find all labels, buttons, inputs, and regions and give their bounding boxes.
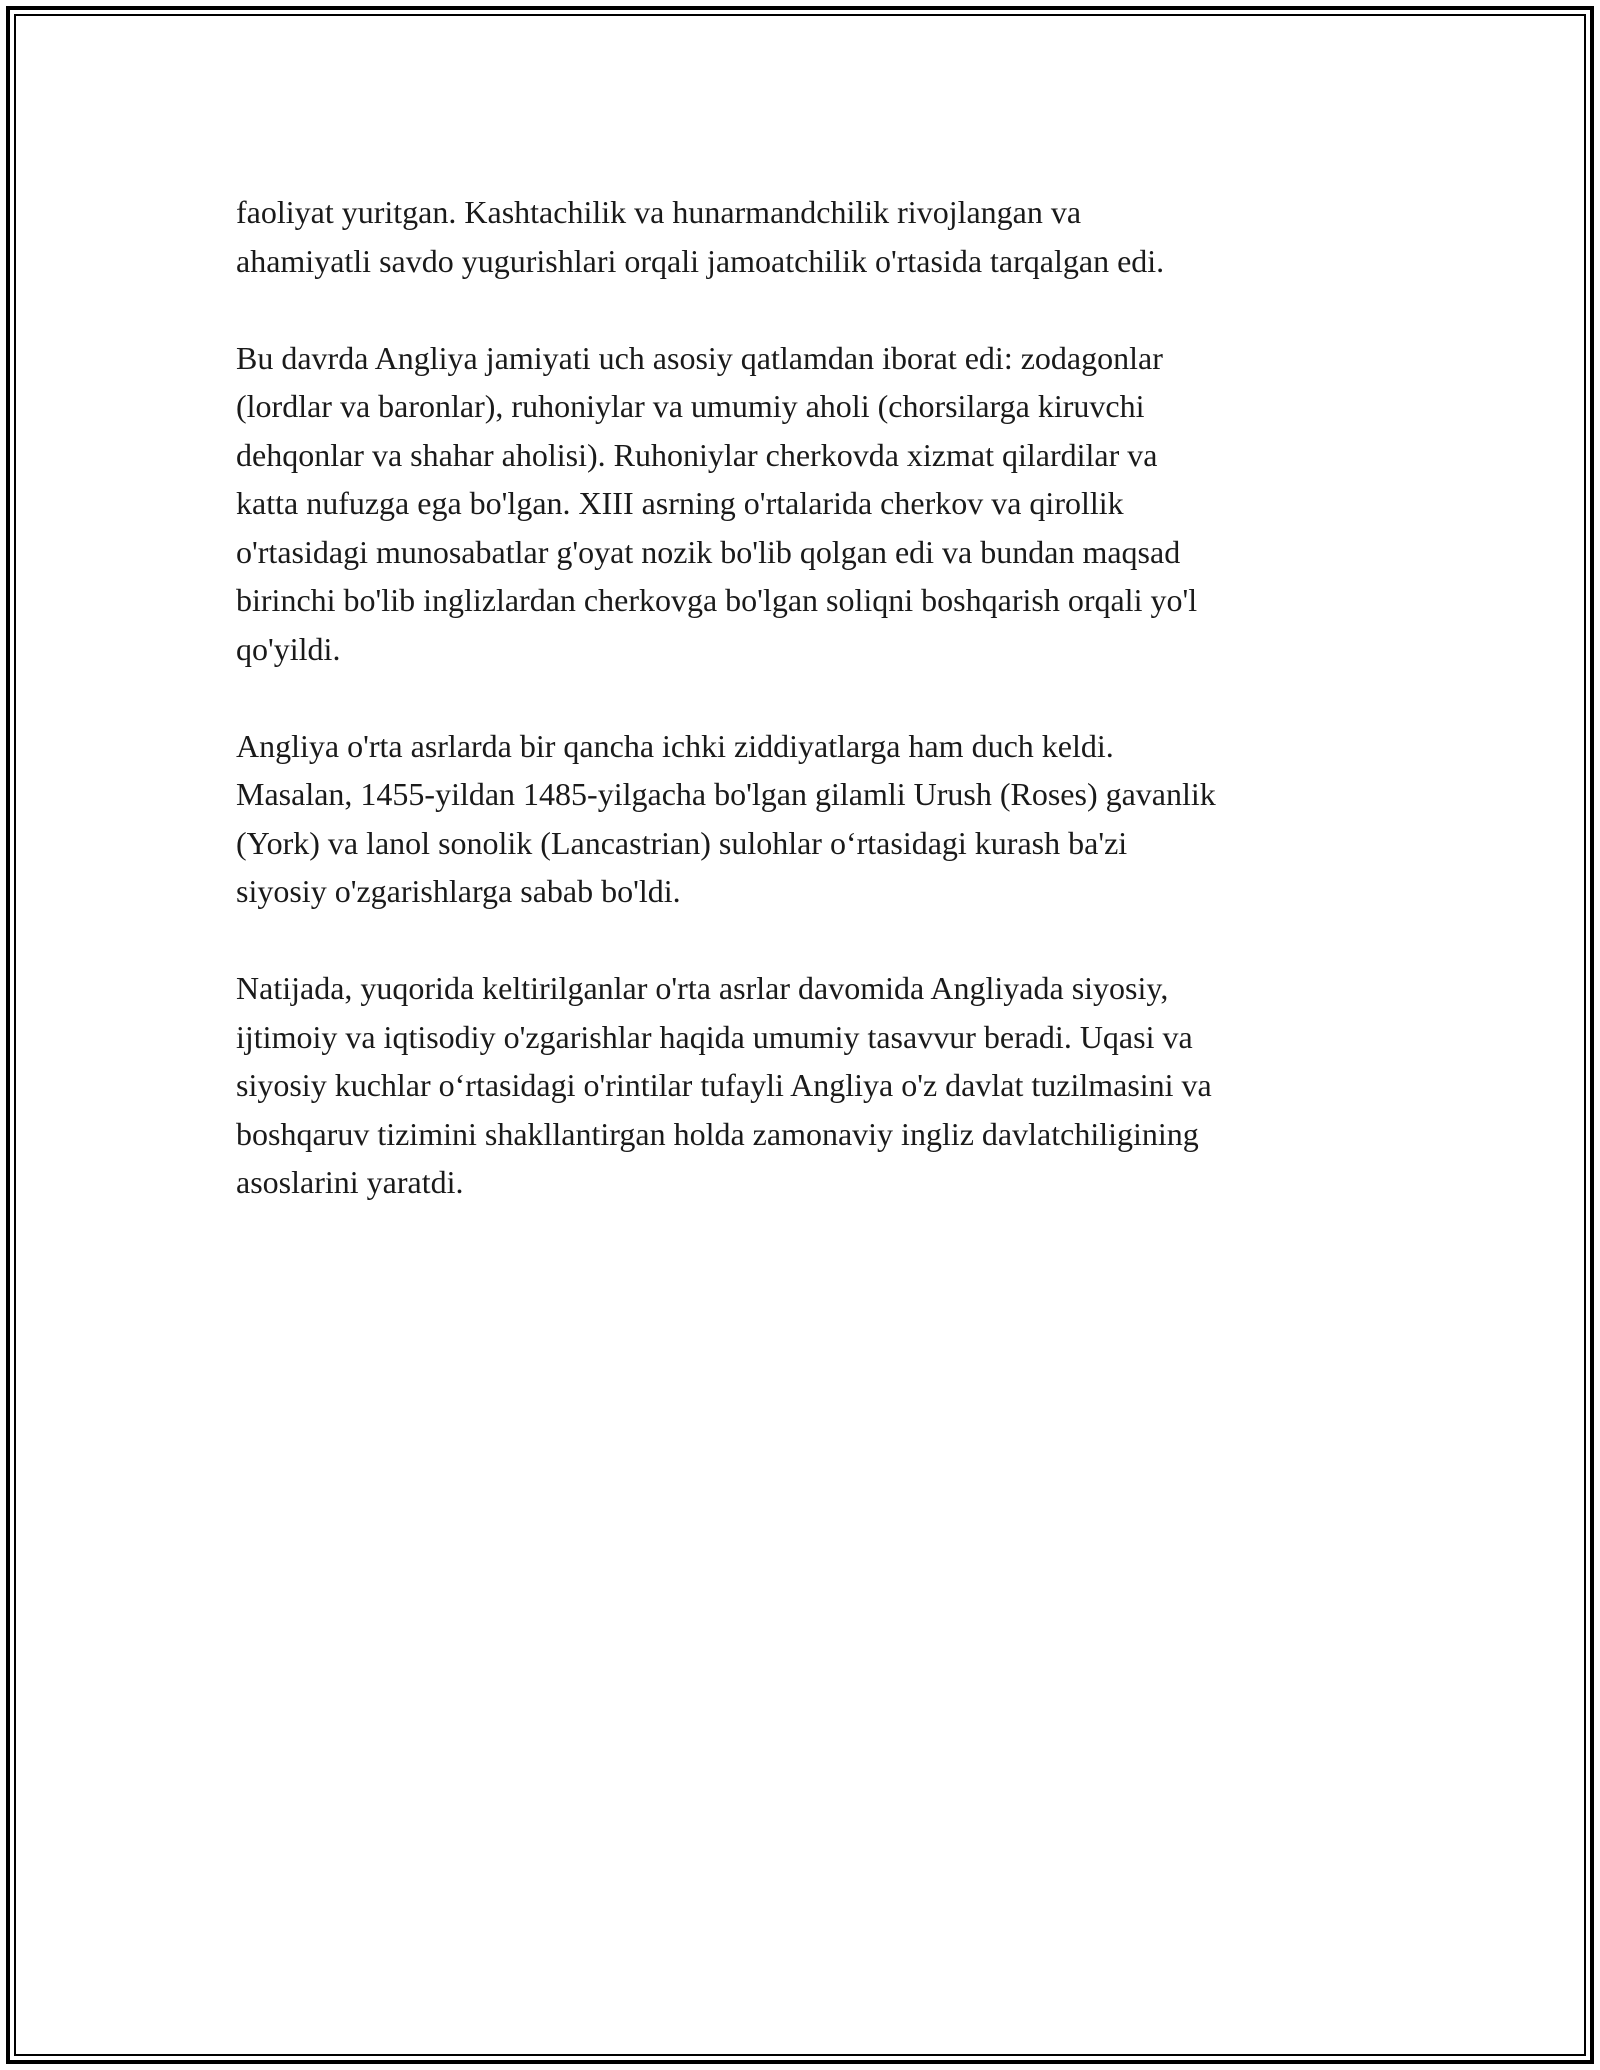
paragraph-1 bbox=[236, 188, 1364, 285]
text-line: Bu davrda Angliya jamiyati uch asosiy qatlamdan iborat edi: zodagonlar bbox=[236, 339, 1163, 376]
paragraph-4 bbox=[236, 964, 1364, 1207]
text-line: Masalan, 1455-yildan 1485-yilgacha bo'lgan gilamli Urush (Roses) gavanlik bbox=[236, 776, 1216, 812]
text-line: o'rtasidagi munosabatlar g'oyat nozik bo'lib qolgan edi va bundan maqsad bbox=[236, 533, 1181, 570]
text-line: boshqaruv tizimini shakllantirgan holda zamonaviy ingliz davlatchiligining bbox=[236, 1115, 1199, 1152]
paragraph-2 bbox=[236, 334, 1364, 674]
text-line: ijtimoiy va iqtisodiy o'zgarishlar haqida umumiy tasavvur beradi. Uqasi va bbox=[236, 1018, 1193, 1055]
text-line: faoliyat yuritgan. Kashtachilik va hunarmandchilik rivojlangan va bbox=[236, 194, 1082, 230]
text-line: Angliya o'rta asrlarda bir qancha ichki ziddiyatlarga ham duch keldi. bbox=[236, 727, 1114, 764]
text-line: siyosiy o'zgarishlarga sabab bo'ldi. bbox=[236, 873, 681, 909]
paragraph-3 bbox=[236, 722, 1364, 916]
document-body bbox=[236, 188, 1364, 1255]
text-line: birinchi bo'lib inglizlardan cherkovga bo'lgan soliqni boshqarish orqali yo'l bbox=[236, 582, 1198, 618]
text-line: (lordlar va baronlar), ruhoniylar va umumiy aholi (chorsilarga kiruvchi bbox=[236, 388, 1145, 424]
text-line: (York) va lanol sonolik (Lancastrian) sulohlar o‘rtasidagi kurash ba'zi bbox=[236, 824, 1128, 861]
text-line: katta nufuzga ega bo'lgan. XIII asrning o'rtalarida cherkov va qirollik bbox=[236, 485, 1124, 521]
text-line: asoslarini yaratdi. bbox=[236, 1164, 464, 1200]
text-line: Natijada, yuqorida keltirilganlar o'rta asrlar davomida Angliyada siyosiy, bbox=[236, 970, 1169, 1006]
text-line: qo'yildi. bbox=[236, 630, 341, 667]
text-line: dehqonlar va shahar aholisi). Ruhoniylar cherkovda xizmat qilardilar va bbox=[236, 436, 1158, 473]
text-line: ahamiyatli savdo yugurishlari orqali jamoatchilik o'rtasida tarqalgan edi. bbox=[236, 242, 1165, 279]
text-line: siyosiy kuchlar o‘rtasidagi o'rintilar tufayli Angliya o'z davlat tuzilmasini va bbox=[236, 1067, 1212, 1103]
